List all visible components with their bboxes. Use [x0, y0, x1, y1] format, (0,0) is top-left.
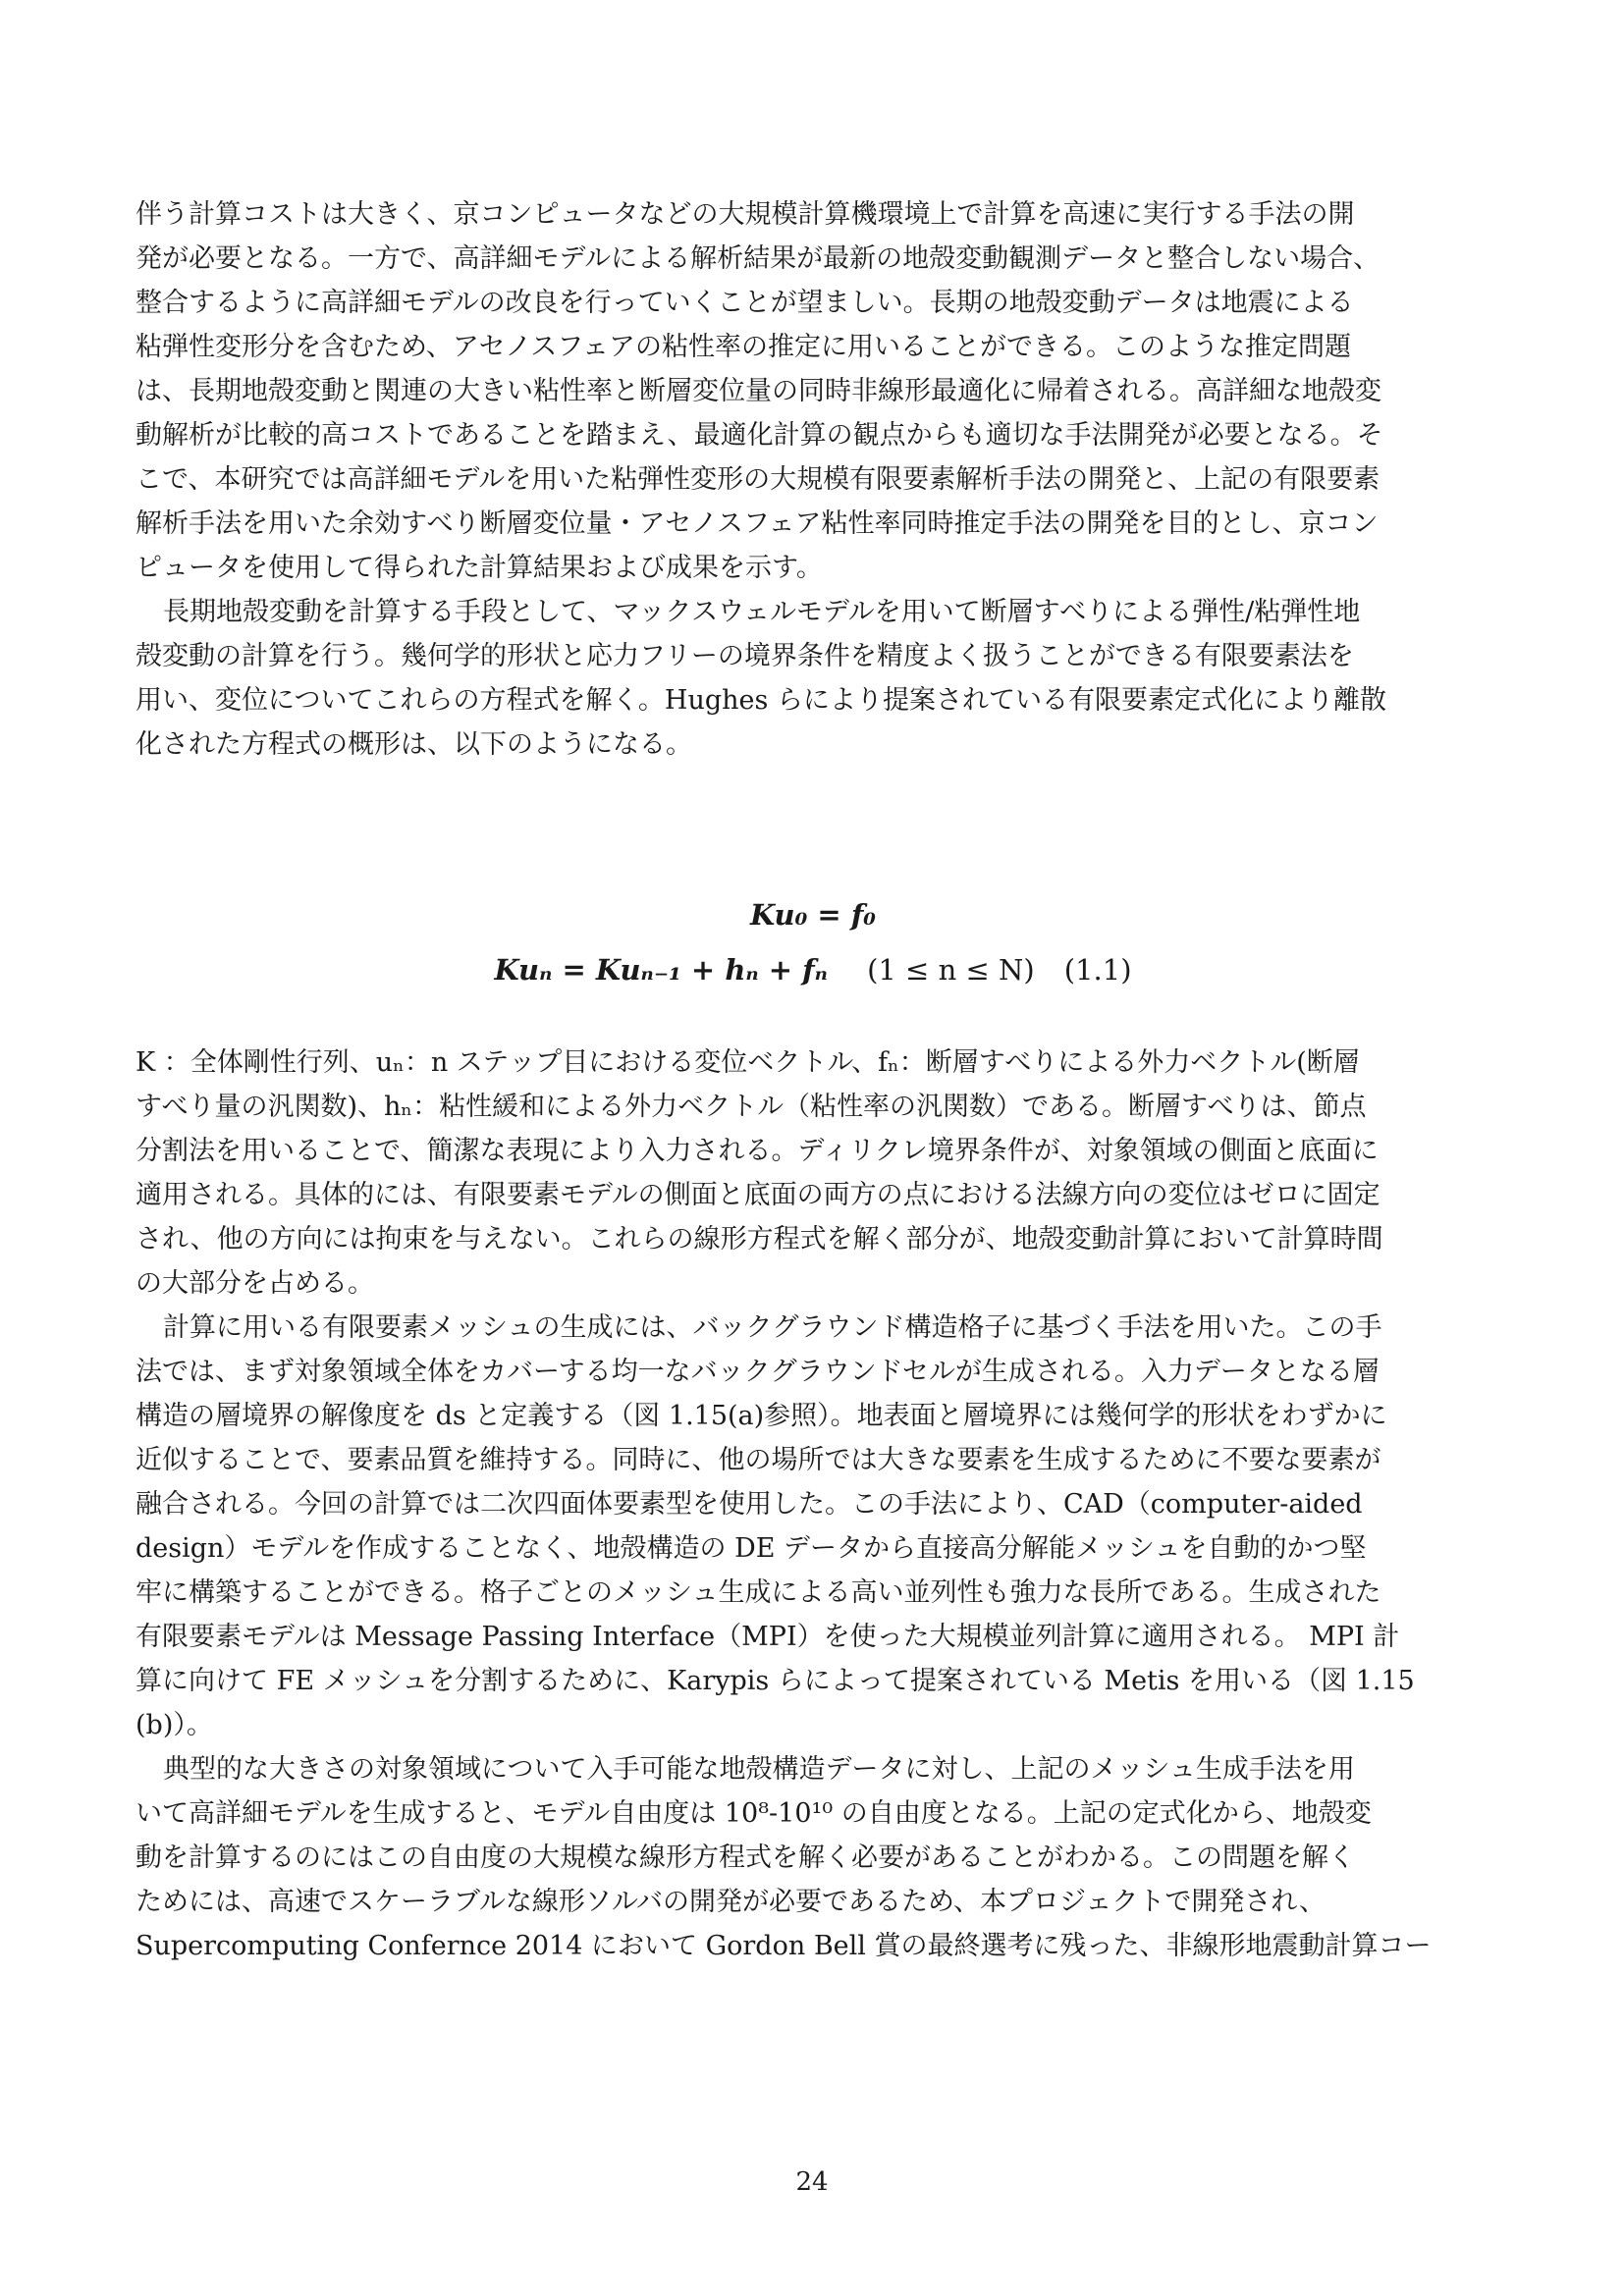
- text-line: K ：全体剛性行列、uₙ：n ステップ目における変位ベクトル、fₙ：断層すべりによる外力ベクトル(断層: [135, 1047, 1360, 1078]
- text-line: 発が必要となる。一方で、高詳細モデルによる解析結果が最新の地殻変動観測データと整合しない場合、: [135, 243, 1380, 274]
- text-line: 牢に構築することができる。格子ごとのメッシュ生成による高い並列性も強力な長所である。生成された: [135, 1577, 1381, 1608]
- text-line: 解析手法を用いた余効すべり断層変位量・アセノスフェア粘性率同時推定手法の開発を目的とし、京コン: [135, 508, 1379, 539]
- paragraph-3: [135, 1041, 1490, 1306]
- paragraph-1: [135, 192, 1490, 590]
- text-line: 適用される。具体的には、有限要素モデルの側面と底面の両方の点における法線方向の変位はゼロに固定: [135, 1180, 1380, 1210]
- equation-number: (1.1): [1063, 953, 1132, 987]
- text-line: 用い、変位についてこれらの方程式を解く。Hughes らにより提案されている有限要素定式化により離散: [135, 685, 1386, 716]
- paragraph-2: [135, 590, 1490, 767]
- text-line: 伴う計算コストは大きく、京コンピュータなどの大規模計算機環境上で計算を高速に実行する手法の開: [135, 199, 1355, 230]
- text-line: 算に向けて FE メッシュを分割するために、Karypis らによって提案されている Metis を用いる（図 1.15: [135, 1666, 1415, 1696]
- equation-text: Ku₀ = f₀: [749, 898, 877, 932]
- text-line: ピュータを使用して得られた計算結果および成果を示す。: [135, 553, 823, 583]
- text-line: すべり量の汎関数)、hₙ：粘性緩和による外力ベクトル（粘性率の汎関数）である。断層すべりは、節点: [135, 1092, 1367, 1122]
- text-line: 融合される。今回の計算では二次四面体要素型を使用した。この手法により、CAD（computer-aided: [135, 1489, 1363, 1520]
- text-line: 分割法を用いることで、簡潔な表現により入力される。ディリクレ境界条件が、対象領域の側面と底面に: [135, 1136, 1379, 1166]
- text-line: は、長期地殻変動と関連の大きい粘性率と断層変位量の同時非線形最適化に帰着される。高詳細な地殻変: [135, 376, 1381, 406]
- text-line: 動を計算するのにはこの自由度の大規模な線形方程式を解く必要があることがわかる。この問題を解く: [135, 1842, 1355, 1873]
- paragraph-4: [135, 1306, 1490, 1747]
- text-line: 動解析が比較的高コストであることを踏まえ、最適化計算の観点からも適切な手法開発が必要となる。そ: [135, 420, 1383, 451]
- text-line: され、他の方向には拘束を与えない。これらの線形方程式を解く部分が、地殻変動計算において計算時間: [135, 1224, 1383, 1255]
- text-line: こで、本研究では高詳細モデルを用いた粘弾性変形の大規模有限要素解析手法の開発と、上記の有限要素: [135, 464, 1380, 495]
- equation-text: Kuₙ = Kuₙ₋₁ + hₙ + fₙ: [494, 953, 828, 987]
- text-line: 法では、まず対象領域全体をカバーする均一なバックグラウンドセルが生成される。入力データとなる層: [135, 1357, 1380, 1387]
- text-line: 化された方程式の概形は、以下のようになる。: [135, 729, 692, 760]
- text-line: 殻変動の計算を行う。幾何学的形状と応力フリーの境界条件を精度よく扱うことができる有限要素法を: [135, 641, 1354, 671]
- text-line: 長期地殻変動を計算する手段として、マックスウェルモデルを用いて断層すべりによる弾性/粘弾性地: [163, 597, 1361, 627]
- text-line: の大部分を占める。: [135, 1268, 374, 1299]
- text-line: 有限要素モデルは Message Passing Interface（MPI）を使った大規模並列計算に適用される。 MPI 計: [135, 1622, 1400, 1652]
- text-line: ためには、高速でスケーラブルな線形ソルバの開発が必要であるため、本プロジェクトで開発され、: [135, 1887, 1326, 1917]
- text-line: (b)）。: [135, 1710, 213, 1740]
- text-line: 構造の層境界の解像度を ds と定義する（図 1.15(a)参照）。地表面と層境界には幾何学的形状をわずかに: [135, 1401, 1387, 1431]
- text-line: 整合するように高詳細モデルの改良を行っていくことが望ましい。長期の地殻変動データは地震による: [135, 288, 1354, 318]
- text-line: 近似することで、要素品質を維持する。同時に、他の場所では大きな要素を生成するために不要な要素が: [135, 1445, 1381, 1475]
- text-line: Supercomputing Confernce 2014 において Gordon Bell 賞の最終選考に残った、非線形地震動計算コー: [135, 1931, 1432, 1961]
- text-line: design）モデルを作成することなく、地殻構造の DE データから直接高分解能メッシュを自動的かつ堅: [135, 1533, 1367, 1564]
- text-line: 計算に用いる有限要素メッシュの生成には、バックグラウンド構造格子に基づく手法を用いた。この手: [163, 1312, 1382, 1343]
- equation-line-1: [135, 893, 1490, 936]
- equation-condition: (1 ≤ n ≤ N): [867, 953, 1035, 987]
- page-number: 24: [795, 2167, 829, 2197]
- paragraph-5: [135, 1747, 1490, 1968]
- text-line: いて高詳細モデルを生成すると、モデル自由度は 10⁸-10¹⁰ の自由度となる。上記の定式化から、地殻変: [135, 1798, 1372, 1829]
- text-line: 粘弾性変形分を含むため、アセノスフェアの粘性率の推定に用いることができる。このような推定問題: [135, 332, 1351, 362]
- text-line: 典型的な大きさの対象領域について入手可能な地殻構造データに対し、上記のメッシュ生成手法を用: [163, 1754, 1355, 1785]
- equation-line-2: [135, 948, 1490, 991]
